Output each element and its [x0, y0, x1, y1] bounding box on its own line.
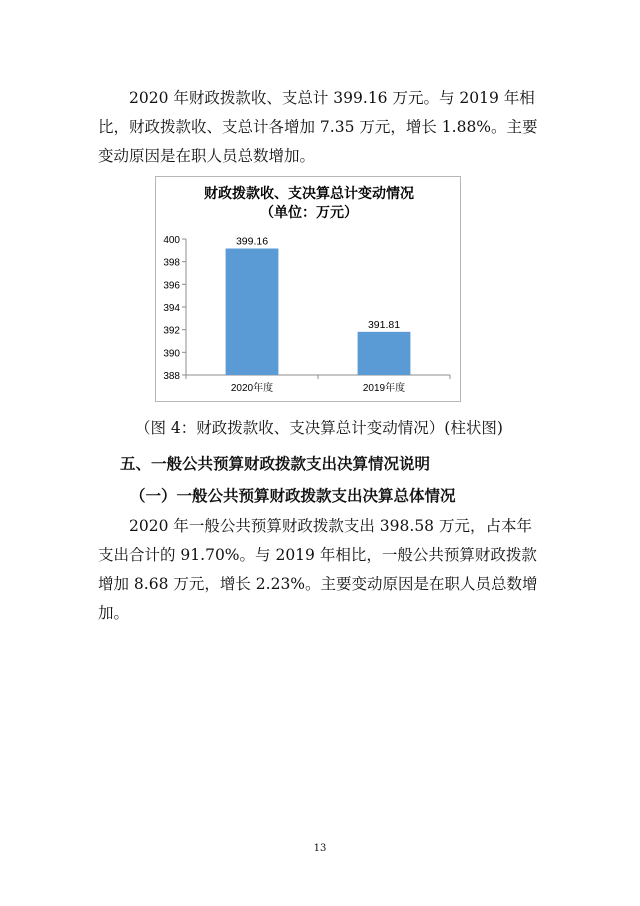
bar-chart	[155, 176, 461, 402]
page-number: 13	[313, 843, 327, 854]
paragraph-general-budget-expenditure: 2020 年一般公共预算财政拨款支出 398.58 万元，占本年支出合计的 91.70%。与 2019 年相比，一般公共预算财政拨款增加 8.68 万元，增长 2.23%。主要变动原因是在职人员总数增加。	[98, 517, 538, 622]
chart-title-line1: 财政拨款收、支决算总计变动情况	[204, 186, 414, 202]
y-tick-label: 394	[163, 303, 180, 314]
y-tick-label: 396	[163, 280, 180, 292]
x-category-label: 2019年度	[362, 383, 406, 394]
y-tick-label: 392	[163, 325, 180, 337]
bar	[358, 332, 411, 375]
subsection-heading-5-1: （一）一般公共预算财政拨款支出决算总体情况	[130, 487, 456, 505]
y-tick-label: 388	[163, 371, 180, 382]
section-heading-5: 五、一般公共预算财政拨款支出决算情况说明	[120, 455, 431, 473]
chart-title-line2: （单位：万元）	[260, 205, 358, 221]
y-tick-label: 400	[163, 235, 180, 246]
bar-value-label: 399.16	[235, 235, 269, 248]
bar-value-label: 391.81	[367, 318, 401, 331]
x-category-label: 2020年度	[230, 383, 274, 394]
paragraph-total-revenue-expenditure: 2020 年财政拨款收、支总计 399.16 万元。与 2019 年相比，财政拨款收、支总计各增加 7.35 万元，增长 1.88%。主要变动原因是在职人员总数增加。	[98, 89, 538, 165]
y-tick-label: 398	[163, 257, 180, 269]
figure-caption: （图 4：财政拨款收、支决算总计变动情况）(柱状图)	[135, 419, 503, 437]
bar	[226, 249, 279, 375]
y-tick-label: 390	[163, 348, 180, 360]
chart-plot	[156, 177, 460, 401]
